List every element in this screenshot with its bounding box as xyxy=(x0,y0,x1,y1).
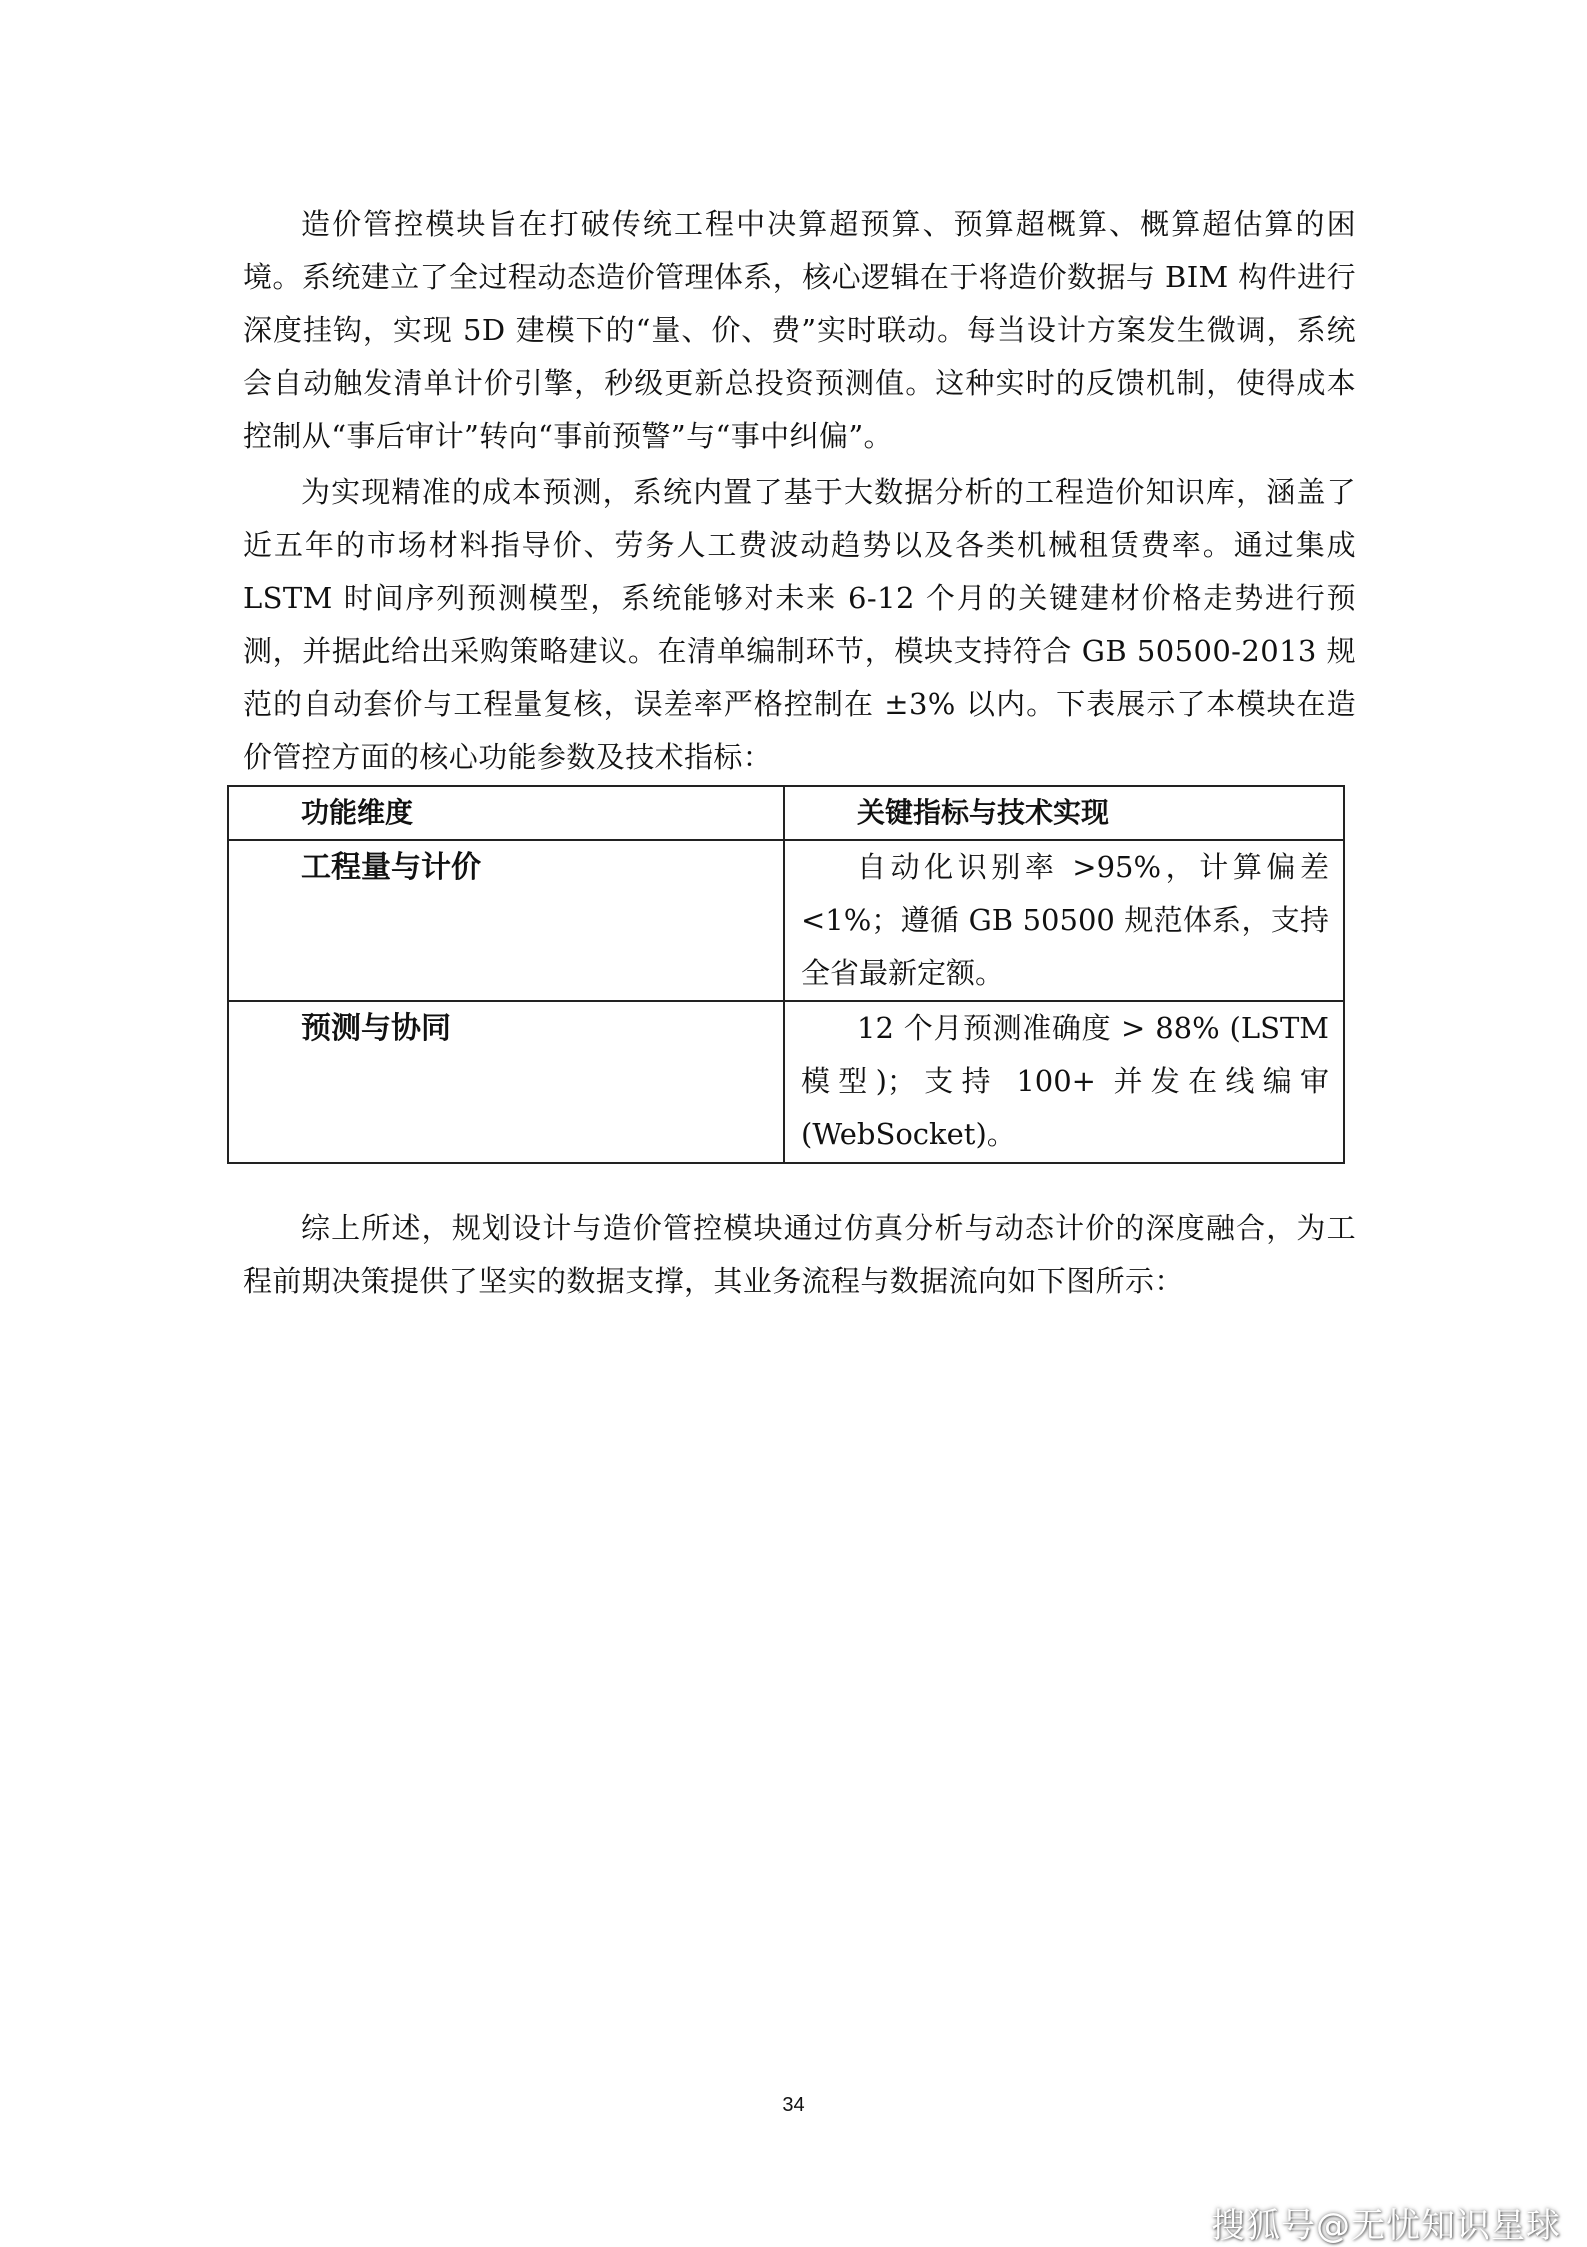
table-cell-dimension: 预测与协同 xyxy=(228,1001,784,1163)
table-row xyxy=(228,1001,1344,1163)
table-header-dimension: 功能维度 xyxy=(228,786,784,840)
page-number: 34 xyxy=(782,2094,805,2116)
table-cell-dimension: 工程量与计价 xyxy=(228,840,784,1001)
table-cell-detail: 12 个月预测准确度 > 88% (LSTM 模型)；支持 100+ 并发在线编审 (WebSocket)。 xyxy=(784,1001,1344,1163)
paragraph-summary: 综上所述，规划设计与造价管控模块通过仿真分析与动态计价的深度融合，为工程前期决策提供了坚实的数据支撑，其业务流程与数据流向如下图所示： xyxy=(243,1211,1356,1298)
table-header-row xyxy=(228,786,1344,840)
table-header-indicators: 关键指标与技术实现 xyxy=(784,786,1344,840)
table-row xyxy=(228,840,1344,1001)
function-parameter-table xyxy=(227,785,1345,1164)
paragraph-cost-prediction: 为实现精准的成本预测，系统内置了基于大数据分析的工程造价知识库，涵盖了近五年的市场材料指导价、劳务人工费波动趋势以及各类机械租赁费率。通过集成 LSTM 时间序列预测模型，系统能够对未来 6-12 个月的关键建材价格走势进行预测，并据此给出采购策略建议。在清单编制环节，模块支持符合 GB 50500-2013 规范的自动套价与工程量复核，误差率严格控制在 ±3% 以内。下表展示了本模块在造价管控方面的核心功能参数及技术指标： xyxy=(243,475,1356,774)
paragraph-cost-control-intro: 造价管控模块旨在打破传统工程中决算超预算、预算超概算、概算超估算的困境。系统建立了全过程动态造价管理体系，核心逻辑在于将造价数据与 BIM 构件进行深度挂钩，实现 5D 建模下的“量、价、费”实时联动。每当设计方案发生微调，系统会自动触发清单计价引擎，秒级更新总投资预测值。这种实时的反馈机制，使得成本控制从“事后审计”转向“事前预警”与“事中纠偏”。 xyxy=(243,207,1356,453)
source-watermark: 搜狐号@无忧知识星球 xyxy=(1211,2206,1561,2246)
table-cell-detail: 自动化识别率 >95%，计算偏差 <1%；遵循 GB 50500 规范体系，支持全省最新定额。 xyxy=(784,840,1344,1001)
